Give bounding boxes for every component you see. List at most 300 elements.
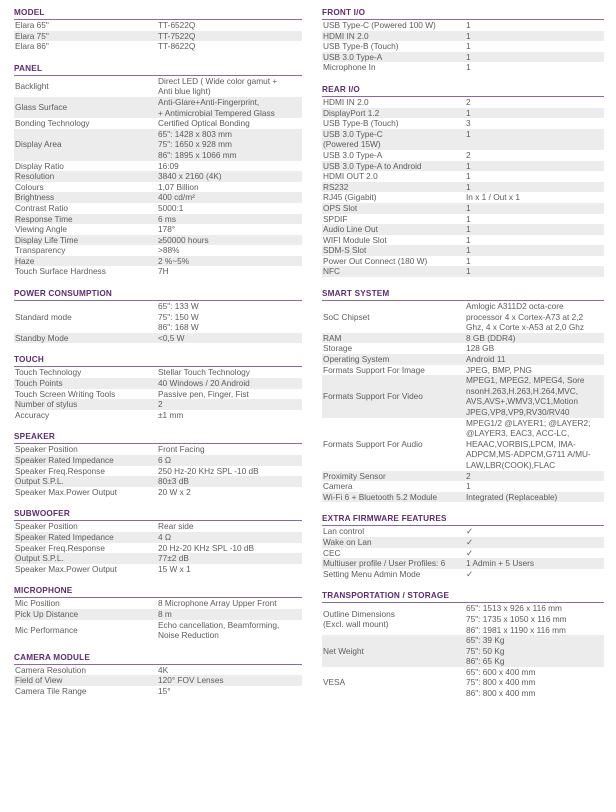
section-title: SMART SYSTEM [322, 289, 604, 301]
spec-row [322, 20, 604, 31]
spec-value-line: 400 cd/m² [158, 192, 195, 203]
spec-value [157, 521, 302, 532]
spec-value-line: >88% [158, 245, 180, 256]
spec-value [465, 31, 604, 42]
spec-value-line: 3840 x 2160 (4K) [158, 171, 222, 182]
spec-row [322, 214, 604, 225]
spec-value [465, 108, 604, 119]
section-title: CAMERA MODULE [14, 653, 302, 665]
spec-label: Touch Technology [15, 367, 82, 378]
spec-value-line: 1 [466, 202, 471, 213]
spec-value [465, 375, 604, 417]
spec-value-line: 1 [466, 224, 471, 235]
spec-row [322, 41, 604, 52]
spec-value [465, 171, 604, 182]
spec-row [14, 444, 302, 455]
spec-row [322, 245, 604, 256]
spec-value [465, 41, 604, 52]
spec-value [157, 367, 302, 378]
spec-label: Operating System [323, 354, 390, 365]
spec-value [465, 203, 604, 214]
spec-row [14, 224, 302, 235]
spec-value-line: 1 [466, 128, 471, 139]
spec-value [157, 235, 302, 246]
spec-label: Haze [15, 255, 35, 266]
spec-row [322, 235, 604, 246]
spec-value-line: 1 [466, 234, 471, 245]
spec-value [157, 609, 302, 620]
spec-value [465, 118, 604, 129]
spec-row [14, 598, 302, 609]
spec-label: Number of stylus [15, 399, 78, 410]
spec-value-line: 5000:1 [158, 202, 184, 213]
spec-row [14, 564, 302, 575]
spec-value-line: 75": 800 x 400 mm [466, 677, 536, 688]
spec-value [157, 31, 302, 42]
spec-value-line: nsonH.263,H.263,H.264,MVC, [466, 385, 579, 396]
spec-value [157, 214, 302, 225]
spec-row [322, 171, 604, 182]
section-subwoofer [14, 509, 302, 574]
spec-value [157, 118, 302, 129]
spec-value-line: 128 GB [466, 343, 495, 354]
spec-value [157, 245, 302, 256]
spec-label: Speaker Rated Impedance [15, 531, 114, 542]
spec-value [465, 266, 604, 277]
spec-value-line: 8 m [158, 608, 172, 619]
spec-row [322, 569, 604, 580]
spec-value [465, 354, 604, 365]
spec-label: Lan control [323, 526, 365, 537]
spec-row [14, 214, 302, 225]
spec-row [14, 378, 302, 389]
spec-label: USB 3.0 Type-A to Android [323, 160, 422, 171]
spec-label: Speaker Position [15, 444, 78, 455]
spec-value-line: 1 [466, 160, 471, 171]
spec-label: Elara 65" [15, 20, 49, 30]
spec-value-line: <0,5 W [158, 332, 185, 343]
spec-value-line: 6 Ω [158, 455, 172, 465]
section-title: MICROPHONE [14, 586, 302, 598]
spec-label: Setting Menu Admin Mode [323, 568, 421, 579]
spec-value [157, 129, 302, 161]
spec-row [322, 182, 604, 193]
spec-value-line: 8 GB (DDR4) [466, 332, 516, 343]
spec-value-line: 20 W x 2 [158, 486, 191, 497]
spec-value-line: Front Facing [158, 444, 205, 455]
section-title: TOUCH [14, 355, 302, 367]
spec-value-line: 1 [466, 62, 471, 73]
spec-value [157, 564, 302, 575]
spec-value-line: Android 11 [466, 354, 506, 365]
spec-value [465, 97, 604, 108]
spec-value-line: 1 Admin + 5 Users [466, 558, 535, 569]
spec-value [465, 224, 604, 235]
spec-value-line: 1 [466, 20, 471, 30]
spec-value [157, 665, 302, 676]
spec-value-line: Echo cancellation, Beamforming, [158, 619, 280, 630]
spec-value [465, 52, 604, 63]
spec-value-line: 40 Windows / 20 Android [158, 378, 250, 389]
spec-value-line: processor 4 x Cortex-A73 at 2,2 [466, 311, 584, 322]
spec-row [322, 52, 604, 63]
spec-row [322, 481, 604, 492]
spec-value-line: TT-7522Q [158, 30, 196, 41]
spec-row [322, 667, 604, 699]
spec-label: RJ45 (Gigabit) [323, 192, 377, 203]
spec-label: Power Out Connect (180 W) [323, 255, 428, 266]
spec-value [157, 399, 302, 410]
spec-value-line: 2 [466, 470, 471, 481]
spec-label: HDMI IN 2.0 [323, 30, 369, 41]
spec-label: Speaker Freq.Response [15, 542, 105, 553]
spec-value [157, 256, 302, 267]
spec-value-line: 4K [158, 664, 169, 675]
spec-value-line: 86": 65 Kg [466, 656, 505, 667]
spec-row [322, 375, 604, 417]
spec-row [322, 224, 604, 235]
spec-value-line: 1 [466, 266, 471, 277]
section-title: TRANSPORTATION / STORAGE [322, 591, 604, 603]
spec-row [14, 333, 302, 344]
spec-value [157, 675, 302, 686]
spec-value-line: 86": 1981 x 1190 x 116 mm [466, 624, 566, 635]
spec-value-line: MPEG1/2 @LAYER1; @LAYER2; [466, 417, 591, 428]
spec-value-line: 3 [466, 118, 471, 129]
spec-value [465, 301, 604, 333]
section-panel [14, 64, 302, 277]
spec-value-line: 80±3 dB [158, 476, 189, 487]
spec-label: USB Type-B (Touch) [323, 118, 399, 129]
spec-value [465, 256, 604, 267]
spec-row [322, 97, 604, 108]
spec-value [157, 224, 302, 235]
spec-row [14, 686, 302, 697]
spec-value [157, 543, 302, 554]
spec-row [322, 635, 604, 667]
spec-value-line: 75": 1735 x 1050 x 116 mm [466, 613, 567, 624]
spec-value [157, 455, 302, 466]
spec-row [14, 301, 302, 333]
spec-value-line: ✓ [466, 568, 473, 579]
spec-value [157, 20, 302, 31]
spec-label: RS232 [323, 181, 349, 192]
spec-label: Accuracy [15, 409, 50, 420]
spec-value [465, 365, 604, 376]
spec-value-line: Certified Optical Bonding [158, 118, 250, 129]
spec-label: Audio Line Out [323, 224, 378, 235]
spec-label: Display Life Time [15, 234, 79, 245]
spec-row [14, 245, 302, 256]
spec-label: Speaker Max.Power Output [15, 563, 117, 574]
spec-row [14, 76, 302, 97]
spec-row [322, 203, 604, 214]
section-power-consumption [14, 289, 302, 343]
spec-row [14, 521, 302, 532]
spec-value-line: 250 Hz-20 KHz SPL -10 dB [158, 465, 259, 476]
spec-value [157, 97, 302, 118]
spec-row [322, 603, 604, 635]
spec-value-line: 16:09 [158, 160, 179, 171]
spec-label: Field of View [15, 675, 63, 686]
spec-value-line: 65": 39 Kg [466, 635, 505, 646]
spec-label: Bonding Technology [15, 118, 90, 129]
spec-label: Standard mode [15, 311, 72, 322]
spec-label: Storage [323, 343, 353, 354]
section-title: PANEL [14, 64, 302, 76]
spec-row [14, 235, 302, 246]
spec-label: CEC [323, 547, 341, 558]
spec-label: Wake on Lan [323, 536, 372, 547]
spec-value-line: 20 Hz-20 KHz SPL -10 dB [158, 542, 255, 553]
spec-row [14, 487, 302, 498]
spec-value-line: 65": 133 W [158, 301, 199, 312]
spec-row [322, 526, 604, 537]
spec-label: RAM [323, 332, 342, 343]
spec-value [465, 214, 604, 225]
spec-label: Camera Tile Range [15, 685, 87, 696]
spec-label: Response Time [15, 213, 73, 224]
spec-label: Mic Position [15, 598, 60, 609]
spec-value-line [466, 139, 604, 150]
spec-value [465, 192, 604, 203]
spec-value-line: 1 [466, 51, 471, 62]
spec-value [465, 471, 604, 482]
spec-value [157, 378, 302, 389]
spec-value [157, 203, 302, 214]
section-front-i-o [322, 8, 604, 73]
spec-label: Speaker Freq.Response [15, 465, 105, 476]
spec-row [322, 354, 604, 365]
spec-row [322, 558, 604, 569]
spec-row [14, 399, 302, 410]
spec-label: Wi-Fi 6 + Bluetooth 5.2 Module [323, 491, 438, 502]
spec-value-line: @LAYER3, EAC3, ACC-LC, [466, 428, 570, 439]
spec-value [465, 129, 604, 150]
section-title: EXTRA FIRMWARE FEATURES [322, 514, 604, 526]
spec-label: NFC [323, 266, 341, 277]
spec-value [465, 333, 604, 344]
spec-row [14, 256, 302, 267]
left-column [14, 8, 302, 709]
spec-value-line: Anti blue light) [158, 86, 211, 97]
spec-value-line: 8 Microphone Array Upper Front [158, 598, 277, 609]
spec-row [14, 161, 302, 172]
spec-value [157, 192, 302, 203]
spec-row [322, 129, 604, 150]
section-title: MODEL [14, 8, 302, 20]
spec-row [14, 466, 302, 477]
spec-value [465, 62, 604, 73]
spec-label: Formats Support For Audio [323, 438, 423, 449]
spec-label: Display Area [15, 139, 62, 150]
spec-value [157, 171, 302, 182]
spec-row [322, 471, 604, 482]
spec-row [14, 203, 302, 214]
spec-row [14, 182, 302, 193]
spec-label: Camera Resolution [15, 664, 87, 675]
spec-value [465, 161, 604, 172]
spec-label: Standby Mode [15, 332, 69, 343]
spec-value-line: ≥50000 hours [158, 234, 209, 245]
section-camera-module [14, 653, 302, 697]
spec-label: Resolution [15, 171, 55, 182]
spec-value-line: 6 ms [158, 213, 176, 224]
spec-row [14, 476, 302, 487]
spec-label: Formats Support For Video [323, 391, 423, 402]
spec-row [322, 108, 604, 119]
spec-label: Speaker Max.Power Output [15, 486, 117, 497]
spec-label: Mic Performance [15, 624, 78, 635]
spec-value [465, 418, 604, 471]
spec-value-line: 75": 50 Kg [466, 645, 505, 656]
spec-value-line: Noise Reduction [158, 630, 219, 641]
spec-value [157, 598, 302, 609]
spec-label: Net Weight [323, 645, 364, 656]
spec-value-line: ✓ [466, 526, 473, 537]
spec-row [322, 256, 604, 267]
spec-value [157, 333, 302, 344]
spec-value-line: 75": 150 W [158, 311, 199, 322]
spec-value-line: 1 [466, 41, 471, 52]
right-column [322, 8, 604, 711]
spec-value [465, 343, 604, 354]
spec-value-line: 15° [158, 685, 171, 696]
spec-value-line: 120° FOV Lenses [158, 675, 224, 686]
section-title: REAR I/O [322, 85, 604, 97]
spec-value-line: ✓ [466, 547, 473, 558]
spec-value-line: 1 [466, 481, 471, 492]
spec-label: USB Type-B (Touch) [323, 41, 399, 52]
spec-label: WIFI Module Slot [323, 234, 387, 245]
spec-row [322, 301, 604, 333]
spec-value [465, 667, 604, 699]
spec-label: SoC Chipset [323, 311, 370, 322]
spec-value [465, 20, 604, 31]
spec-value-line: Stellar Touch Technology [158, 367, 250, 378]
spec-label: Colours [15, 181, 44, 192]
spec-row [322, 118, 604, 129]
spec-row [14, 367, 302, 378]
spec-value [157, 410, 302, 421]
spec-row [322, 343, 604, 354]
spec-value-line: Integrated (Replaceable) [466, 491, 558, 502]
section-title: SPEAKER [14, 432, 302, 444]
spec-row [322, 192, 604, 203]
spec-value-line: 2 %~5% [158, 255, 190, 266]
spec-label: Brightness [15, 192, 55, 203]
spec-value [157, 444, 302, 455]
section-transportation-storage [322, 591, 604, 698]
spec-value-line: Direct LED ( Wide color gamut + [158, 75, 278, 86]
spec-value-line: MPEG1, MPEG2, MPEG4, Sore [466, 375, 585, 386]
spec-value-line: Anti-Glare+Anti-Fingerprint, [158, 96, 260, 107]
spec-value [465, 182, 604, 193]
spec-row [322, 418, 604, 471]
spec-value-line: JPEG,VP8,VP9,RV30/RV40 [466, 407, 570, 417]
spec-label: Touch Screen Writing Tools [15, 388, 116, 399]
spec-label: Outline Dimensions (Excl. wall mount) [323, 608, 395, 630]
spec-value-line: Ghz, 4 x Corte x-A53 at 2,0 Ghz [466, 322, 585, 333]
spec-label: VESA [323, 677, 346, 688]
spec-row [322, 31, 604, 42]
spec-value-line: In x 1 / Out x 1 [466, 192, 520, 203]
section-title: SUBWOOFER [14, 509, 302, 521]
spec-value [465, 569, 604, 580]
spec-value-line: ADPCM,MS-ADPCM,G711 A/MU- [466, 449, 591, 460]
spec-value-line: 1 [466, 181, 471, 192]
spec-row [14, 41, 302, 52]
spec-value [157, 476, 302, 487]
spec-label: Speaker Rated Impedance [15, 455, 114, 465]
spec-row [14, 675, 302, 686]
spec-row [14, 118, 302, 129]
spec-row [14, 266, 302, 277]
spec-row [14, 665, 302, 676]
spec-label: Pick Up Distance [15, 608, 79, 619]
spec-value [157, 389, 302, 400]
spec-value-line: 86": 800 x 400 mm [466, 688, 536, 699]
spec-row [14, 620, 302, 641]
spec-label: Contrast Ratio [15, 202, 69, 213]
spec-label: Viewing Angle [15, 224, 67, 235]
section-extra-firmware-features [322, 514, 604, 579]
spec-value-line: ✓ [466, 536, 473, 547]
spec-label: Touch Surface Hardness [15, 266, 106, 277]
spec-label: DisplayPort 1.2 [323, 107, 380, 118]
spec-row [14, 192, 302, 203]
spec-label: HDMI IN 2.0 [323, 96, 369, 107]
spec-label: USB 3.0 Type-C (Powered 15W) [323, 128, 383, 150]
spec-value [465, 481, 604, 492]
spec-label: Glass Surface [15, 102, 68, 113]
spec-value [157, 553, 302, 564]
spec-value [465, 235, 604, 246]
section-title: FRONT I/O [322, 8, 604, 20]
spec-value [157, 161, 302, 172]
spec-value-line: 65": 1428 x 803 mm [158, 128, 232, 139]
spec-row [14, 20, 302, 31]
spec-label: USB Type-C (Powered 100 W) [323, 20, 436, 30]
spec-label: Speaker Position [15, 521, 78, 532]
spec-value [465, 548, 604, 559]
spec-value-line: AVS,AVS+,WMV3,VC1,Motion [466, 396, 578, 407]
spec-row [322, 161, 604, 172]
spec-label: USB 3.0 Type-A [323, 149, 383, 160]
section-smart-system [322, 289, 604, 502]
spec-label: Transparency [15, 245, 66, 256]
spec-value-line: TT-6522Q [158, 20, 196, 30]
spec-label: Backlight [15, 81, 49, 92]
spec-row [14, 129, 302, 161]
spec-value-line: HEAAC,VORBIS,LPCM, IMA- [466, 438, 576, 449]
spec-value [465, 150, 604, 161]
spec-label: SPDIF [323, 213, 348, 224]
spec-label: OPS Slot [323, 202, 358, 213]
spec-label: Multiuser profile / User Profiles: 6 [323, 558, 446, 569]
spec-value-line: 7H [158, 266, 169, 277]
spec-value [157, 301, 302, 333]
spec-value-line: LAW,LBR(COOK),FLAC [466, 459, 556, 470]
spec-row [14, 553, 302, 564]
spec-value-line: 86": 168 W [158, 322, 199, 333]
spec-value [157, 487, 302, 498]
spec-value-line: 4 Ω [158, 531, 172, 542]
spec-label: Elara 86" [15, 41, 49, 52]
spec-value-line: JPEG, BMP, PNG [466, 364, 532, 375]
spec-value [157, 76, 302, 97]
spec-row [14, 543, 302, 554]
